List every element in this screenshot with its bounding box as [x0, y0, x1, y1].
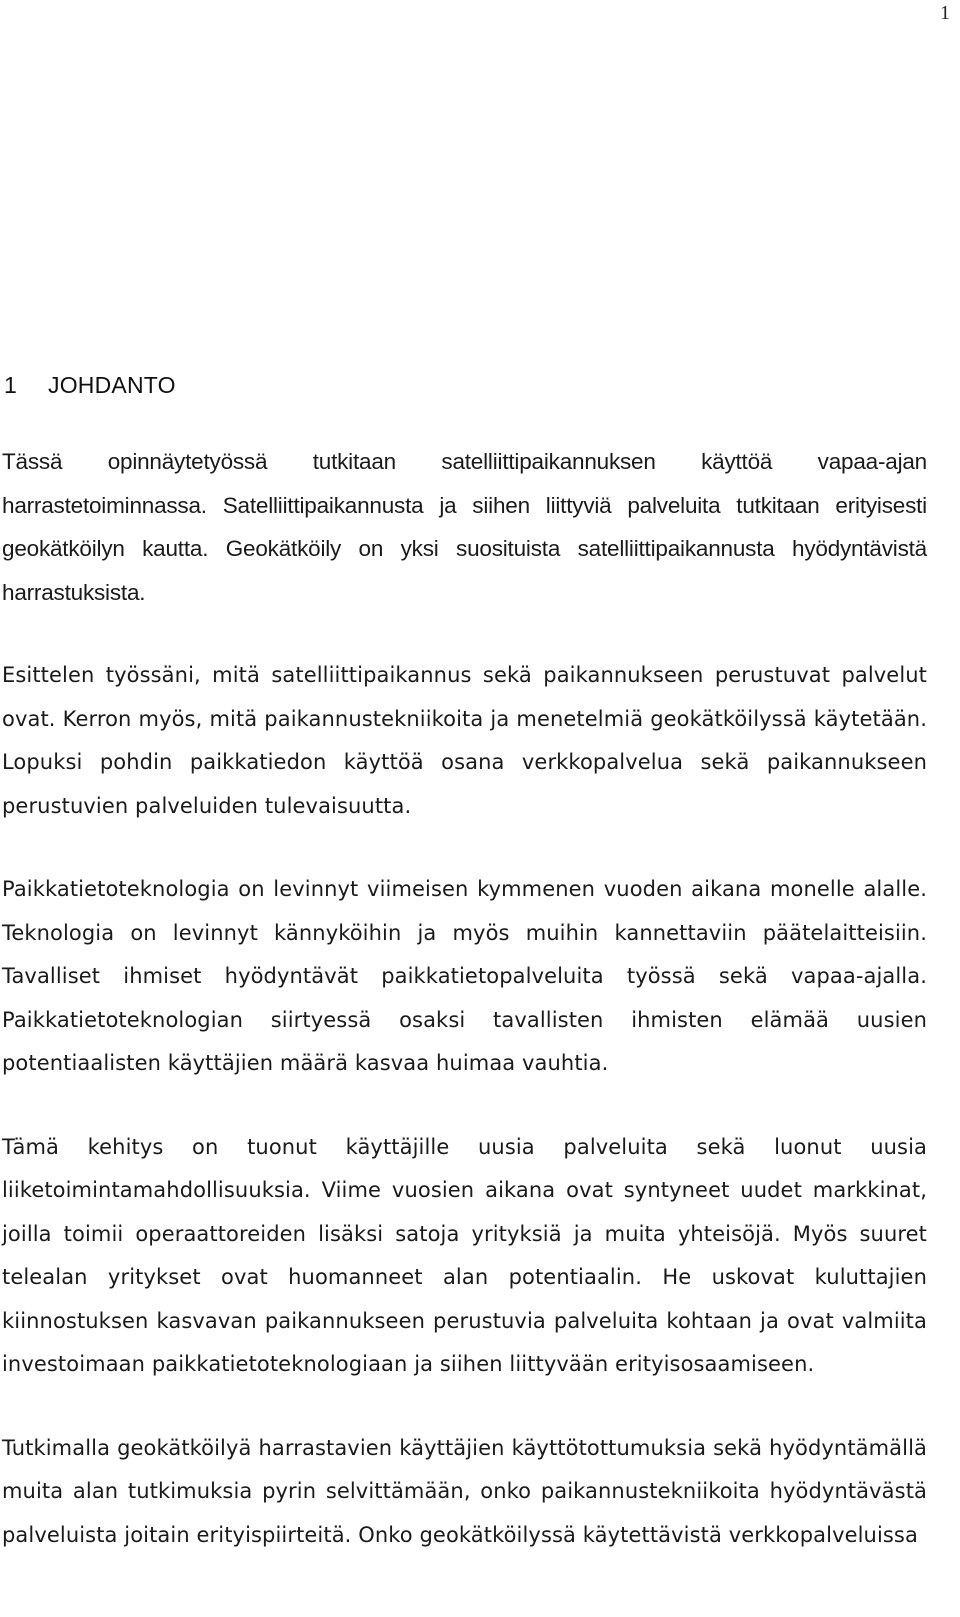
paragraph-3: Paikkatietoteknologia on levinnyt viimeisen kymmenen vuoden aikana monelle alalle. Teknologia on levinnyt kännyköihin ja myös muihin kannettaviin päätelaitteisiin. Tavalliset ihmiset hyödyntävät paikkatietopalveluita työssä sekä vapaa-ajalla. Paikkatietoteknologian siirtyessä osaksi tavallisten ihmisten elämää uusien potentiaalisten käyttäjien määrä kasvaa huimaa vauhtia.	[2, 877, 927, 1075]
section-heading	[4, 372, 176, 399]
paragraph-1: Tässä opinnäytetyössä tutkitaan satelliittipaikannuksen käyttöä vapaa-ajan harrastetoiminnassa. Satelliittipaikannusta ja siihen liittyviä palveluita tutkitaan erityisesti geokätköilyn kautta. Geokätköily on yksi suosituista satelliittipaikannusta hyödyntävistä harrastuksista.	[2, 449, 927, 605]
section-number: 1	[4, 372, 17, 398]
body-text	[2, 440, 927, 1557]
paragraph-2: Esittelen työssäni, mitä satelliittipaikannus sekä paikannukseen perustuvat palvelut ovat. Kerron myös, mitä paikannustekniikoita ja menetelmiä geokätköilyssä käytetään. Lopuksi pohdin paikkatiedon käyttöä osana verkkopalvelua sekä paikannukseen perustuvien palveluiden tulevaisuutta.	[2, 663, 927, 818]
paragraph-5: Tutkimalla geokätköilyä harrastavien käyttäjien käyttötottumuksia sekä hyödyntämällä muita alan tutkimuksia pyrin selvittämään, onko paikannustekniikoita hyödyntävästä palveluista joitain erityispiirteitä. Onko geokätköilyssä käytettävistä verkkopalveluissa	[2, 1435, 927, 1547]
section-title: JOHDANTO	[48, 372, 176, 398]
page-number: 1	[940, 2, 950, 24]
paragraph-4: Tämä kehitys on tuonut käyttäjille uusia palveluita sekä luonut uusia liiketoimintamahdollisuuksia. Viime vuosien aikana ovat syntyneet uudet markkinat, joilla toimii operaattoreiden lisäksi satoja yrityksiä ja muita yhteisöjä. Myös suuret telealan yritykset ovat huomanneet alan potentiaalin. He uskovat kuluttajien kiinnostuksen kasvavan paikannukseen perustuvia palveluita kohtaan ja ovat valmiita investoimaan paikkatietoteknologiaan ja siihen liittyvään erityisosaamiseen.	[2, 1134, 927, 1376]
